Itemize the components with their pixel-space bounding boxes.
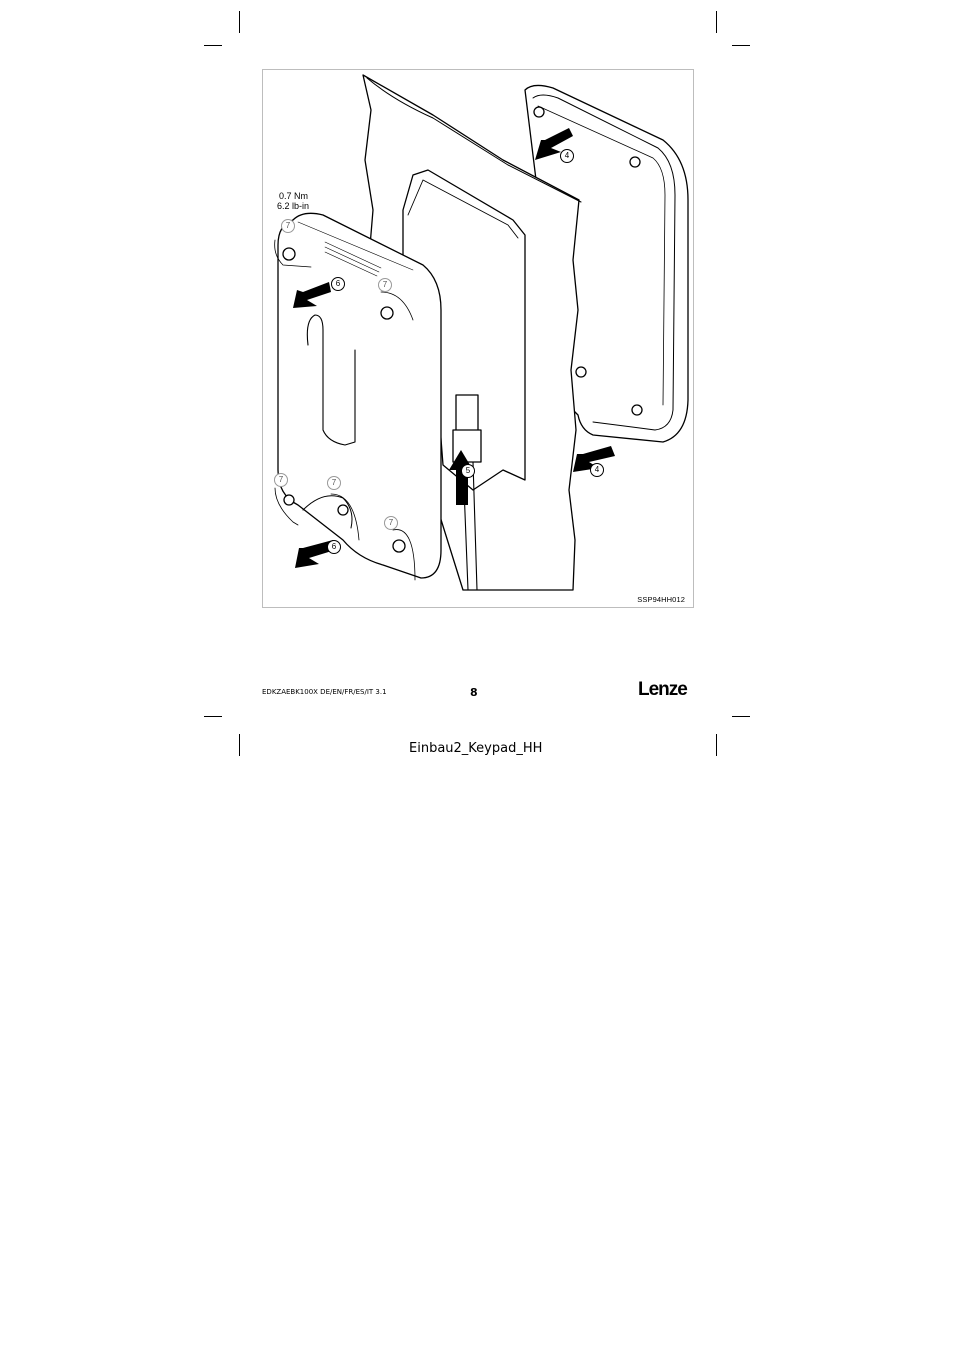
callout-6-top: 6 — [331, 277, 345, 291]
brand-logo: Lenze — [638, 679, 687, 700]
callout-7: 7 — [327, 476, 341, 490]
callout-4-top: 4 — [560, 149, 574, 163]
installation-figure — [262, 69, 694, 608]
callout-7: 7 — [274, 473, 288, 487]
crop-mark — [732, 45, 750, 46]
crop-mark — [239, 734, 240, 756]
torque-value-lbin: 6.2 lb-in — [277, 201, 310, 211]
callout-7: 7 — [281, 219, 295, 233]
crop-mark — [716, 11, 717, 33]
crop-mark — [239, 11, 240, 33]
callout-5: 5 — [461, 464, 475, 478]
crop-mark — [716, 734, 717, 756]
drawing-code: SSP94HH012 — [637, 595, 685, 604]
document-id: EDKZAEBK100X DE/EN/FR/ES/IT 3.1 — [262, 688, 387, 696]
torque-value-nm: 0.7 Nm — [279, 191, 309, 201]
assembly-drawing — [263, 70, 695, 609]
crop-mark — [204, 716, 222, 717]
crop-mark — [732, 716, 750, 717]
crop-mark — [204, 45, 222, 46]
page-caption: Einbau2_Keypad_HH — [409, 741, 543, 756]
callout-6-bottom: 6 — [327, 540, 341, 554]
callout-7: 7 — [384, 516, 398, 530]
callout-4-bottom: 4 — [590, 463, 604, 477]
callout-7: 7 — [378, 278, 392, 292]
page-number: 8 — [470, 686, 478, 699]
